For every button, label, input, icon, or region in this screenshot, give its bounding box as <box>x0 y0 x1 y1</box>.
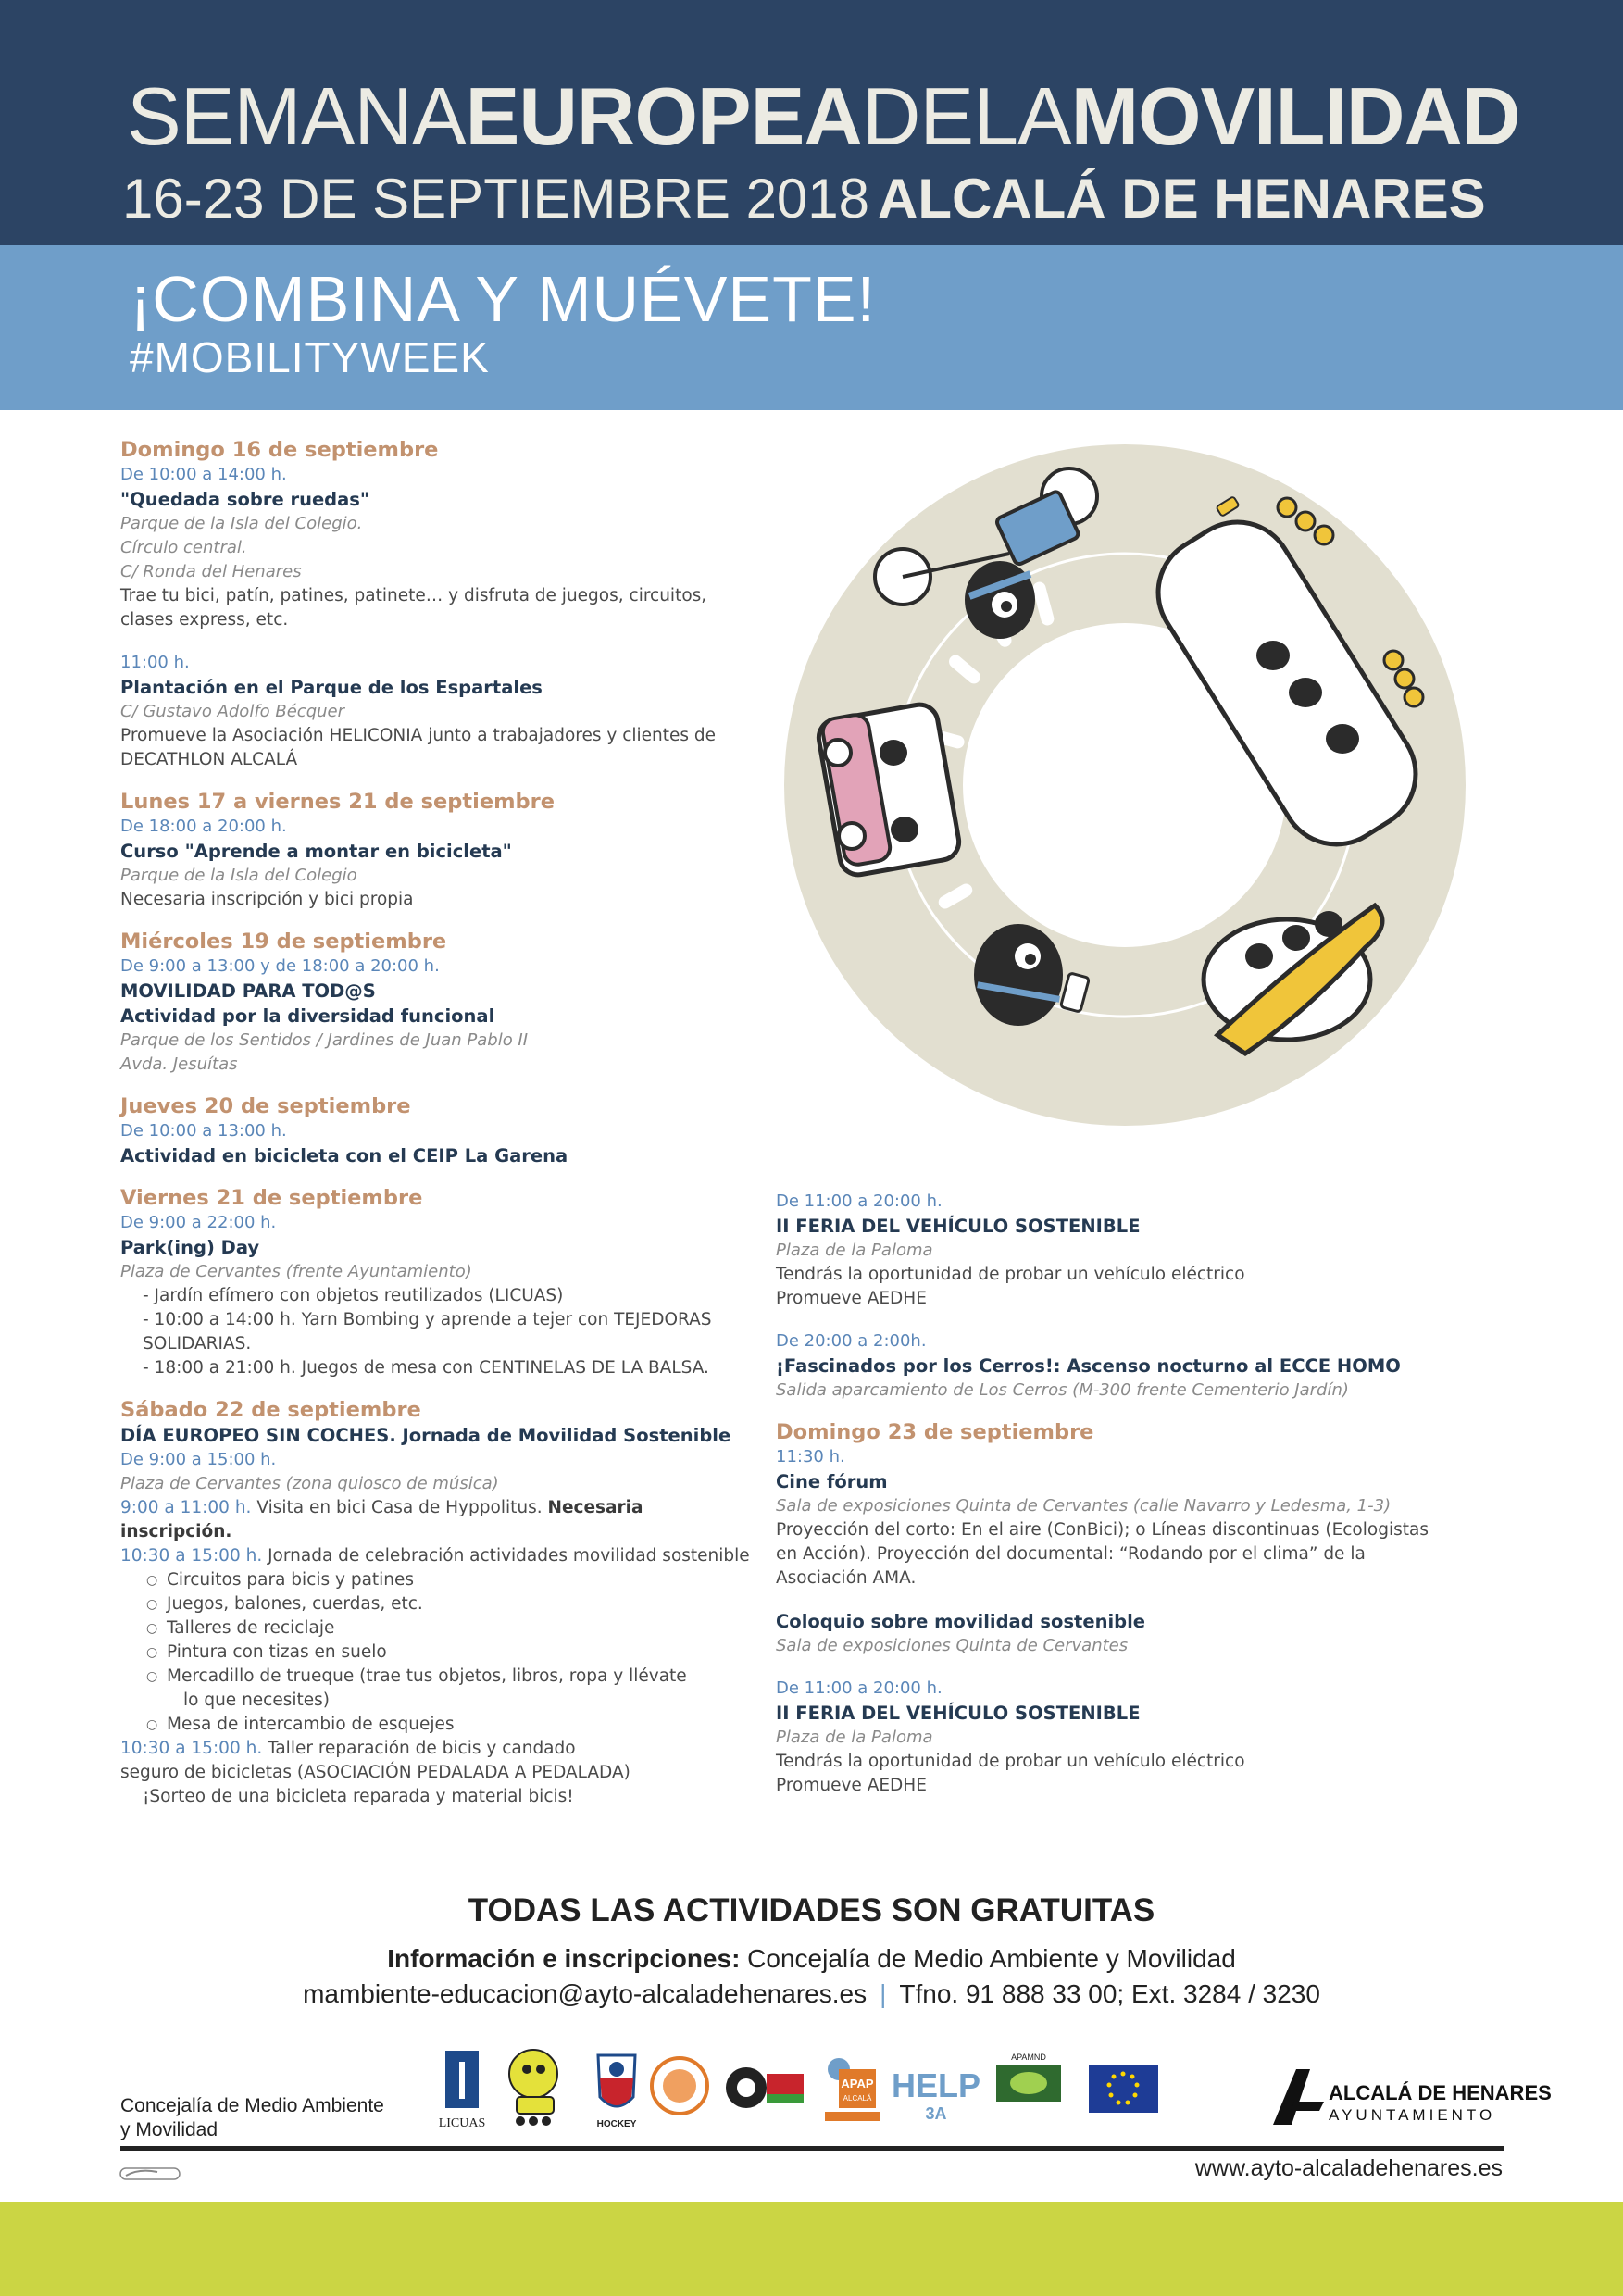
event-time: De 9:00 a 15:00 h. <box>120 1450 277 1469</box>
email-link[interactable]: mambiente-educacion@ayto-alcaladehenares.es <box>303 1979 868 2008</box>
event-dates: 16-23 DE SEPTIEMBRE 2018 <box>122 168 870 230</box>
day-heading: Domingo 23 de septiembre <box>776 1420 1094 1444</box>
event-item: - 18:00 a 21:00 h. Juegos de mesa con CENTINELAS DE LA BALSA. <box>143 1358 709 1378</box>
event-time: 11:00 h. <box>120 653 190 672</box>
event-place: Avda. Jesuítas <box>120 1054 238 1074</box>
event-time: De 11:00 a 20:00 h. <box>776 1678 943 1698</box>
communication-badge-icon <box>120 2166 180 2181</box>
event-item: - Jardín efímero con objetos reutilizados (LICUAS) <box>143 1286 564 1305</box>
sponsor-logos <box>431 2041 1237 2134</box>
eu-flag-logo <box>1089 2065 1158 2113</box>
event-place: Parque de la Isla del Colegio. <box>120 514 363 533</box>
line-bold: Necesaria inscripción. <box>120 1498 643 1541</box>
pink-car-icon <box>816 702 962 878</box>
line-time: 9:00 a 11:00 h. <box>120 1498 252 1517</box>
event-title: "Quedada sobre ruedas" <box>120 489 370 510</box>
event-title: Coloquio sobre movilidad sostenible <box>776 1611 1146 1632</box>
event-place: C/ Ronda del Henares <box>120 562 302 581</box>
bullet-item: ○ Circuitos para bicis y patines <box>120 1568 750 1592</box>
orange-association-logo <box>652 2058 707 2114</box>
help-subtext: 3A <box>925 2104 947 2123</box>
apap-logo <box>825 2058 880 2121</box>
phone-number: Tfno. 91 888 33 00; Ext. 3284 / 3230 <box>899 1979 1320 2008</box>
event-item: - 10:00 a 14:00 h. Yarn Bombing y aprende a tejer con TEJEDORAS SOLIDARIAS. <box>143 1310 712 1354</box>
event-time: De 9:00 a 13:00 y de 18:00 a 20:00 h. <box>120 956 440 976</box>
event-place: Plaza de la Paloma <box>776 1241 933 1260</box>
day-heading: Lunes 17 a viernes 21 de septiembre <box>120 790 555 814</box>
event-time: 11:30 h. <box>776 1447 845 1466</box>
event-description: Proyección del corto: En el aire (ConBici); o Líneas discontinuas (Ecologistas en Acción). Proyección del documental: “Rodando por el clima” de la Asociación AMA. <box>776 1520 1429 1588</box>
footer-band <box>0 2202 1623 2296</box>
line-text: Jornada de celebración actividades movilidad sostenible <box>262 1546 750 1566</box>
title-movilidad: MOVILIDAD <box>1070 70 1520 162</box>
title-dela: DELA <box>861 70 1071 162</box>
event-line <box>120 1737 750 1761</box>
program-right-column <box>776 1190 1442 1798</box>
contact-separator: | <box>880 1979 887 2008</box>
slogan: ¡COMBINA Y MUÉVETE! <box>130 263 877 335</box>
event-place: Parque de la Isla del Colegio <box>120 866 357 885</box>
event-description: Tendrás la oportunidad de probar un vehículo eléctrico <box>776 1265 1245 1284</box>
line-time: 10:30 a 15:00 h. <box>120 1546 263 1566</box>
event-line: seguro de bicicletas (ASOCIACIÓN PEDALADA A PEDALADA) <box>120 1763 630 1782</box>
bullet-item: ○ Mesa de intercambio de esquejes <box>120 1713 750 1737</box>
event-time: De 20:00 a 2:00h. <box>776 1331 927 1351</box>
event-title: Curso "Aprende a montar en bicicleta" <box>120 841 512 862</box>
day-heading: Miércoles 19 de septiembre <box>120 930 447 954</box>
licuas-logo <box>439 2051 486 2130</box>
day-heading: Domingo 16 de septiembre <box>120 438 439 462</box>
event-place: Sala de exposiciones Quinta de Cervantes (calle Navarro y Ledesma, 1-3) <box>776 1496 1392 1516</box>
help-text: HELP <box>891 2066 981 2104</box>
event-place: Sala de exposiciones Quinta de Cervantes <box>776 1636 1129 1655</box>
licuas-text: LICUAS <box>438 2116 486 2130</box>
event-line <box>120 1496 750 1544</box>
event-time: De 9:00 a 22:00 h. <box>120 1213 277 1232</box>
title-semana: SEMANA <box>127 70 466 162</box>
event-title: II FERIA DEL VEHÍCULO SOSTENIBLE <box>776 1216 1141 1237</box>
free-activities-notice: TODAS LAS ACTIVIDADES SON GRATUITAS <box>468 1892 1155 1928</box>
event-place: Círculo central. <box>120 538 247 557</box>
event-subtitle: Actividad por la diversidad funcional <box>120 1005 495 1027</box>
help3a-logo <box>892 2066 980 2123</box>
event-title <box>127 72 1519 161</box>
event-time: De 11:00 a 20:00 h. <box>776 1192 943 1211</box>
event-place: C/ Gustavo Adolfo Bécquer <box>120 702 345 721</box>
event-title: II FERIA DEL VEHÍCULO SOSTENIBLE <box>776 1703 1141 1724</box>
info-text: Concejalía de Medio Ambiente y Movilidad <box>740 1944 1236 1973</box>
event-time: De 10:00 a 14:00 h. <box>120 465 287 484</box>
event-place: Parque de los Sentidos / Jardines de Juan Pablo II <box>120 1030 529 1050</box>
event-title: Actividad en bicicleta con el CEIP La Garena <box>120 1145 568 1167</box>
hockey-text: HOCKEY <box>596 2119 637 2129</box>
contact-line <box>0 1978 1623 2011</box>
event-description: Tendrás la oportunidad de probar un vehículo eléctrico <box>776 1752 1245 1771</box>
apamnd-logo <box>996 2053 1061 2102</box>
line-time: 10:30 a 15:00 h. <box>120 1739 263 1758</box>
ayuntamiento-name: ALCALÁ DE HENARES <box>1329 2081 1552 2104</box>
day-heading: Sábado 22 de septiembre <box>120 1398 421 1422</box>
ayuntamiento-sub: AYUNTAMIENTO <box>1329 2106 1496 2124</box>
bullet-item: ○ Mercadillo de trueque (trae tus objetos, libros, ropa y llévate <box>120 1665 750 1689</box>
bullet-item: ○ Pintura con tizas en suelo <box>120 1641 750 1665</box>
info-line <box>0 1942 1623 1976</box>
event-title: Park(ing) Day <box>120 1237 260 1258</box>
bike-club-logo <box>726 2067 804 2108</box>
mobility-illustration <box>782 443 1467 1128</box>
event-description: Promueve la Asociación HELICONIA junto a trabajadores y clientes de DECATHLON ALCALÁ <box>120 726 717 769</box>
title-europea: EUROPEA <box>465 70 862 162</box>
event-title: ¡Fascinados por los Cerros!: Ascenso nocturno al ECCE HOMO <box>776 1355 1401 1377</box>
bullet-item: ○ Talleres de reciclaje <box>120 1616 750 1641</box>
apap-text: APAP <box>841 2077 874 2090</box>
apamnd-text: APAMND <box>1011 2053 1046 2062</box>
event-place: Plaza de la Paloma <box>776 1728 933 1747</box>
bullet-item-continued: lo que necesites) <box>183 1691 330 1710</box>
program-left-column <box>120 437 750 1809</box>
concejalia-line1: Concejalía de Medio Ambiente <box>120 2095 384 2116</box>
hockey-logo <box>597 2055 637 2129</box>
line-text: Visita en bici Casa de Hyppolitus. <box>251 1498 548 1517</box>
event-description: Trae tu bici, patín, patines, patinete… y disfruta de juegos, circuitos, clases express, etc. <box>120 586 707 630</box>
event-description: Promueve AEDHE <box>776 1776 927 1795</box>
event-place: Plaza de Cervantes (frente Ayuntamiento) <box>120 1262 472 1281</box>
event-title: Cine fórum <box>776 1471 888 1492</box>
event-description: Necesaria inscripción y bici propia <box>120 890 414 909</box>
day-heading: Viernes 21 de septiembre <box>120 1186 423 1210</box>
event-description: Promueve AEDHE <box>776 1289 927 1308</box>
bullet-item: ○ Juegos, balones, cuerdas, etc. <box>120 1592 750 1616</box>
event-place: Plaza de Cervantes (zona quiosco de música) <box>120 1474 499 1493</box>
event-place: Salida aparcamiento de Los Cerros (M-300 frente Cementerio Jardín) <box>776 1380 1349 1400</box>
hashtag: #MOBILITYWEEK <box>130 333 490 381</box>
concejalia-label <box>120 2094 426 2142</box>
footer-rule <box>120 2146 1504 2151</box>
event-line <box>120 1544 750 1568</box>
event-time: De 18:00 a 20:00 h. <box>120 817 287 836</box>
line-text: Taller reparación de bicis y candado <box>262 1739 576 1758</box>
website-link[interactable]: www.ayto-alcaladehenares.es <box>1194 2155 1503 2181</box>
skater-logo <box>509 2050 557 2126</box>
event-title: MOVILIDAD PARA TOD@S <box>120 980 376 1002</box>
day-heading: Jueves 20 de septiembre <box>120 1094 411 1118</box>
raffle-note: ¡Sorteo de una bicicleta reparada y material bicis! <box>143 1787 574 1806</box>
apap-subtext: ALCALÁ <box>843 2094 872 2103</box>
ayuntamiento-logo <box>1268 2065 1552 2129</box>
concejalia-line2: y Movilidad <box>120 2119 218 2140</box>
event-city: ALCALÁ DE HENARES <box>878 168 1486 230</box>
event-time: De 10:00 a 13:00 h. <box>120 1121 287 1141</box>
info-label: Información e inscripciones: <box>387 1944 741 1973</box>
event-title: Plantación en el Parque de los Espartales <box>120 677 543 698</box>
event-title: DÍA EUROPEO SIN COCHES. Jornada de Movilidad Sostenible <box>120 1425 731 1446</box>
